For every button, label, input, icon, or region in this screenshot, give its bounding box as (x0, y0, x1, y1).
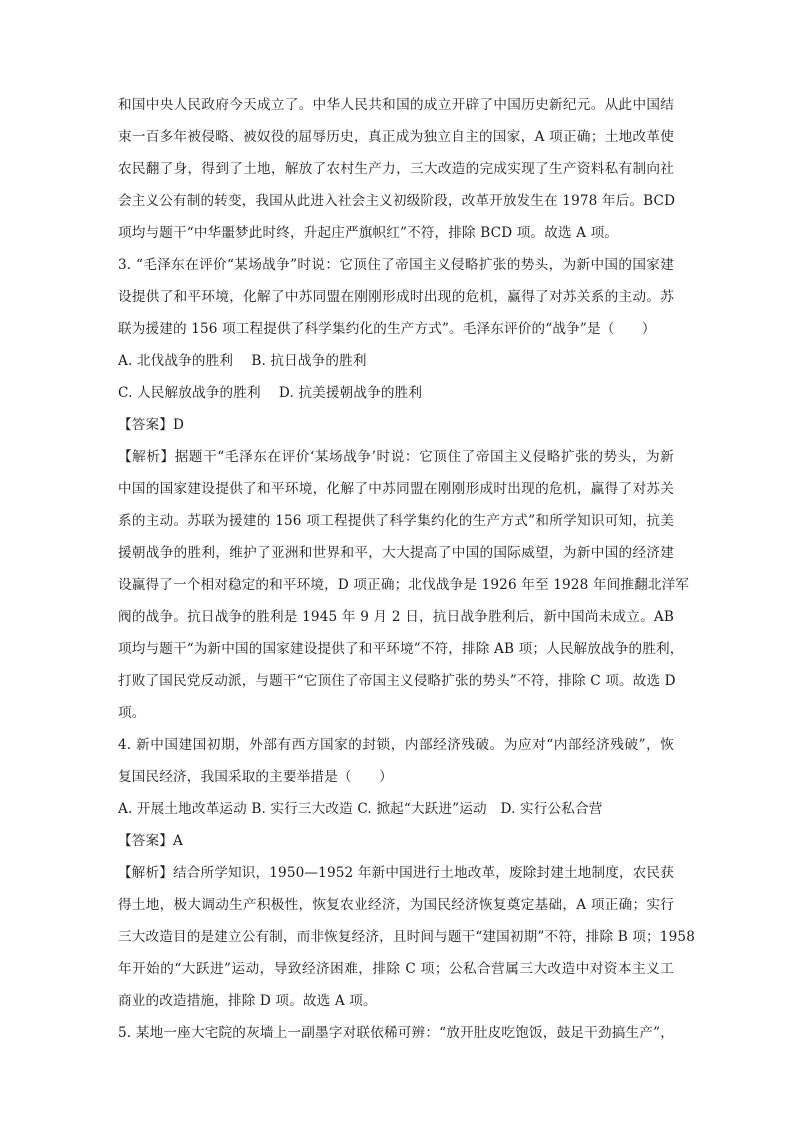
question-4-answer: 【答案】A (118, 833, 183, 849)
text-line: 年开始的“大跃进”运动，导致经济困难，排除 C 项；公私合营属三大改造中对资本主义工 (118, 961, 674, 977)
question-4-stem: 4. 新中国建国初期，外部有西方国家的封锁，内部经济残破。为应对“内部经济残破”，恢 (118, 737, 674, 753)
text-line: 设提供了和平环境，化解了中苏同盟在刚刚形成时出现的危机，赢得了对苏关系的主动。苏 (118, 289, 674, 305)
text-line: 束一百多年被侵略、被奴役的屈辱历史，真正成为独立自主的国家，A 项正确；土地改革使 (118, 129, 674, 145)
text-line: 阀的战争。抗日战争的胜利是 1945 年 9 月 2 日，抗日战争胜利后，新中国尚未成立。AB (118, 609, 674, 625)
question-5-stem: 5. 某地一座大宅院的灰墙上一副墨字对联依稀可辨：“放开肚皮吃饱饭，鼓足干劲搞生产”， (118, 1025, 674, 1041)
text-line: 设赢得了一个相对稳定的和平环境，D 项正确；北伐战争是 1926 年至 1928 年间推翻北洋军 (118, 577, 690, 593)
text-line: 复国民经济，我国采取的主要举措是（ ） (118, 769, 393, 785)
text-line: 打败了国民党反动派，与题干“它顶住了帝国主义侵略扩张的势头”不符，排除 C 项。故选 D (118, 673, 676, 689)
text-line: 商业的改造措施，排除 D 项。故选 A 项。 (118, 993, 377, 1009)
text-line: 系的主动。苏联为援建的 156 项工程提供了科学集约化的生产方式”和所学知识可知，抗美 (118, 513, 674, 529)
text-line: 援朝战争的胜利，维护了亚洲和世界和平，大大提高了中国的国际威望，为新中国的经济建 (118, 545, 674, 561)
question-4-options: A. 开展土地改革运动 B. 实行三大改造 C. 掀起“大跃进”运动 D. 实行公私合营 (118, 801, 603, 817)
text-line: 项均与题干“中华噩梦此时终，升起庄严旗帜红”不符，排除 BCD 项。故选 A 项。 (118, 225, 619, 241)
question-3-analysis: 【解析】据题干“毛泽东在评价‘某场战争’时说：它顶住了帝国主义侵略扩张的势头，为新 (118, 449, 674, 465)
text-line: 项均与题干“为新中国的国家建设提供了和平环境”不符，排除 AB 项；人民解放战争的胜利， (118, 641, 684, 657)
text-line: 会主义公有制的转变，我国从此进入社会主义初级阶段，改革开放发生在 1978 年后。BCD (118, 193, 676, 209)
text-line: 中国的国家建设提供了和平环境，化解了中苏同盟在刚刚形成时出现的危机，赢得了对苏关 (118, 481, 674, 497)
question-3-options-ab: A. 北伐战争的胜利 B. 抗日战争的胜利 (118, 353, 367, 369)
question-3-options-cd: C. 人民解放战争的胜利 D. 抗美援朝战争的胜利 (118, 385, 423, 401)
text-line: 农民翻了身，得到了土地，解放了农村生产力，三大改造的完成实现了生产资料私有制向社 (118, 161, 674, 177)
question-3-answer: 【答案】D (118, 417, 185, 433)
text-line: 三大改造目的是建立公有制，而非恢复经济，且时间与题干“建国初期”不符，排除 B 项；1958 (118, 929, 695, 945)
question-3-stem: 3. “毛泽东在评价“某场战争”时说：它顶住了帝国主义侵略扩张的势头，为新中国的国家建 (118, 257, 674, 273)
text-line: 得土地，极大调动生产积极性，恢复农业经济，为国民经济恢复奠定基础，A 项正确；实行 (118, 897, 674, 913)
text-line: 项。 (118, 705, 146, 721)
text-line: 和国中央人民政府今天成立了。中华人民共和国的成立开辟了中国历史新纪元。从此中国结 (118, 97, 674, 113)
text-line: 联为援建的 156 项工程提供了科学集约化的生产方式”。毛泽东评价的“战争”是（ ） (118, 321, 656, 337)
question-4-analysis: 【解析】结合所学知识，1950—1952 年新中国进行土地改革，废除封建土地制度，农民获 (118, 865, 674, 881)
